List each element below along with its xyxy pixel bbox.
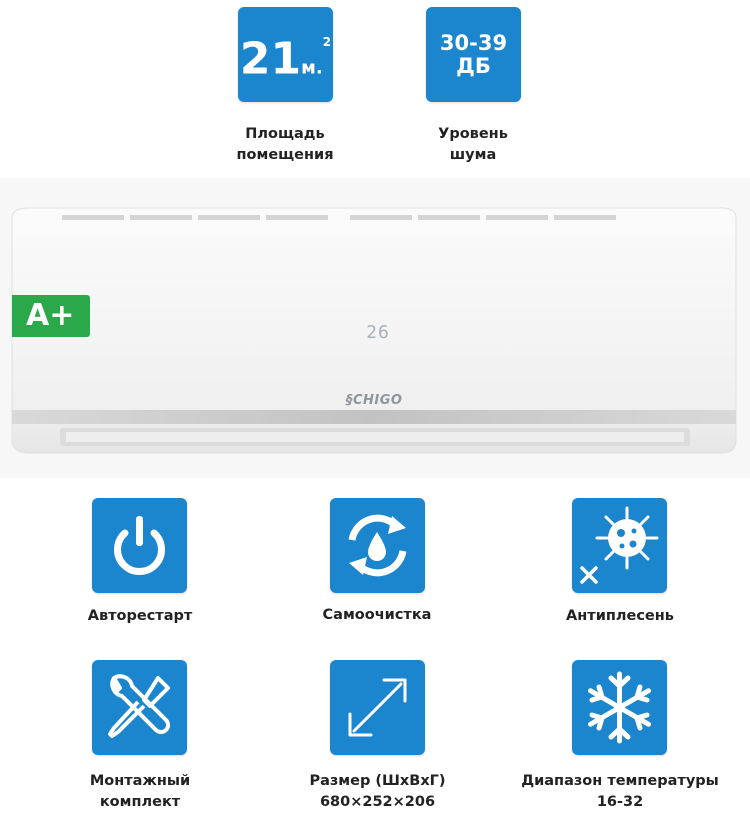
- mounting-kit-line2: комплект: [99, 794, 181, 810]
- noise-value-line1: 30-39: [439, 31, 508, 55]
- temperature-range-line2: 16-32: [596, 794, 644, 810]
- area-label: [210, 124, 360, 166]
- power-icon: [92, 498, 187, 593]
- size-label-line1: Размер (ШхВхГ): [309, 773, 446, 789]
- noise-tile: [426, 7, 521, 102]
- brand-name: CHIGO: [353, 393, 403, 408]
- energy-class-badge: A+: [12, 295, 90, 337]
- noise-value-line2: ДБ: [456, 54, 491, 78]
- self-cleaning-icon: [330, 498, 425, 593]
- noise-label-line1: Уровень: [438, 126, 508, 142]
- feature-tile-mounting-kit: [92, 660, 187, 755]
- feature-label-temperature-range: [510, 771, 730, 813]
- feature-label-self-cleaning: Самоочистка: [322, 607, 432, 623]
- feature-tile-anti-mold: [572, 498, 667, 593]
- feature-label-size: [295, 771, 460, 813]
- noise-label-line2: шума: [449, 147, 497, 163]
- feature-label-anti-mold: Антиплесень: [566, 608, 674, 624]
- area-sup: 2: [322, 35, 332, 49]
- area-value: [238, 29, 333, 94]
- temperature-display: 26: [366, 322, 390, 343]
- snowflake-icon: [572, 660, 667, 755]
- area-tile: [238, 7, 333, 102]
- temperature-range-line1: Диапазон температуры: [521, 773, 719, 789]
- resize-arrow-icon: [330, 660, 425, 755]
- feature-tile-autorestart: [92, 498, 187, 593]
- mounting-kit-line1: Монтажный: [89, 773, 191, 789]
- noise-label: [398, 124, 548, 166]
- area-label-line2: помещения: [236, 147, 334, 163]
- anti-mold-icon: [572, 498, 667, 593]
- wrench-screwdriver-icon: [92, 660, 187, 755]
- feature-tile-temperature-range: [572, 660, 667, 755]
- area-label-line1: Площадь: [245, 126, 325, 142]
- feature-tile-self-cleaning: [330, 498, 425, 593]
- area-number: 21: [239, 33, 302, 85]
- area-unit: м.: [301, 57, 323, 79]
- brand-mark-icon: §: [346, 393, 353, 408]
- feature-label-mounting-kit: [65, 771, 215, 813]
- size-label-line2: 680×252×206: [319, 794, 436, 810]
- brand-logo: [346, 393, 402, 408]
- feature-label-autorestart: Авторестарт: [87, 608, 193, 624]
- feature-tile-size: [330, 660, 425, 755]
